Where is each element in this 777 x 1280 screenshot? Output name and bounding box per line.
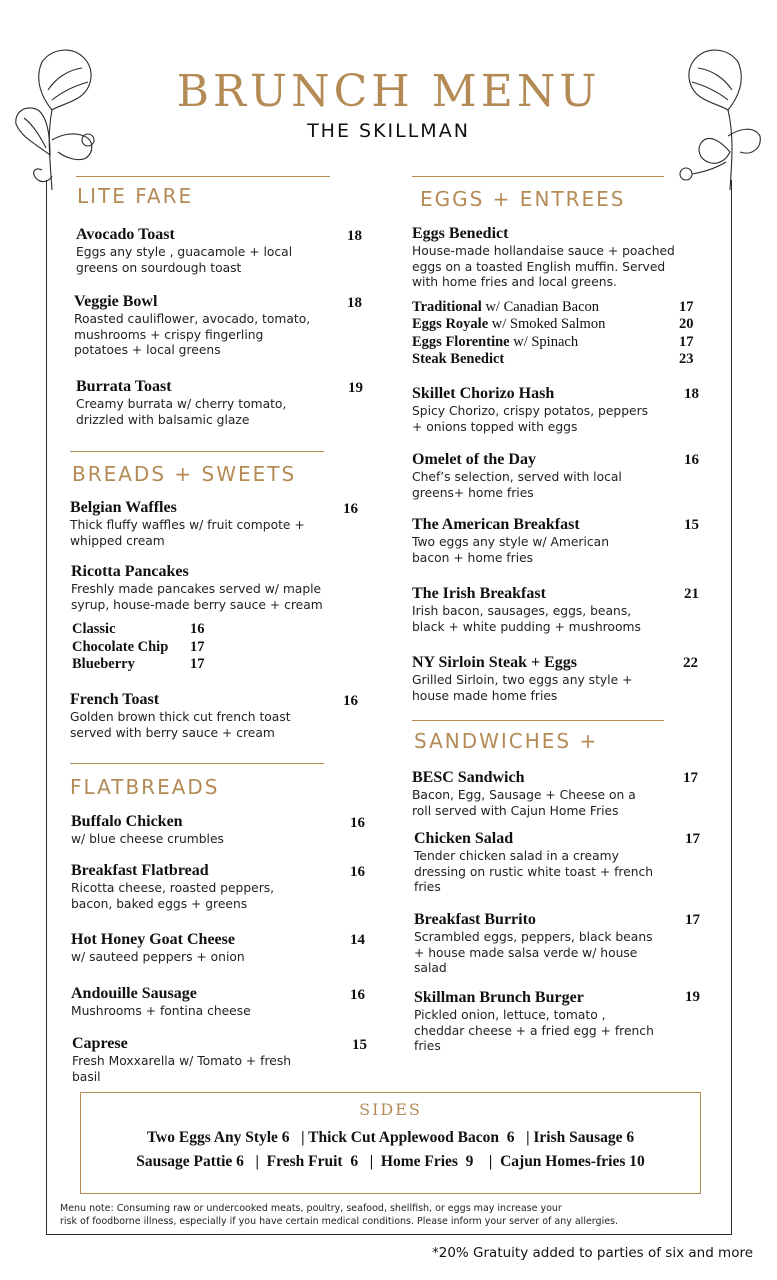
menu-item-breakfast-burrito xyxy=(414,911,684,977)
item-name: Avocado Toast xyxy=(76,226,175,243)
item-description: Chef’s selection, served with local greens+ home fries xyxy=(412,470,622,500)
menu-title: BRUNCH MENU xyxy=(176,66,601,117)
gratuity-note: *20% Gratuity added to parties of six and more xyxy=(432,1245,754,1261)
pancake-option: Blueberry xyxy=(72,656,135,672)
menu-item-burrata-toast xyxy=(76,378,346,428)
pancake-option-price: 17 xyxy=(190,639,205,655)
pancake-option: Chocolate Chip xyxy=(72,639,169,655)
item-description: Thick fluffy waffles w/ fruit compote + whipped cream xyxy=(70,518,305,548)
item-description: Bacon, Egg, Sausage + Cheese on a roll served with Cajun Home Fries xyxy=(412,788,636,818)
menu-item-skillet-chorizo-hash xyxy=(412,385,682,435)
item-name: Belgian Waffles xyxy=(70,499,177,516)
item-name: Skillet Chorizo Hash xyxy=(412,385,555,402)
section-divider xyxy=(70,451,324,452)
item-description: House-made hollandaise sauce + poached eggs on a toasted English muffin. Served with home fries and local greens. xyxy=(412,244,675,289)
section-title-breads-sweets: BREADS + SWEETS xyxy=(72,462,297,486)
menu-item-french-toast xyxy=(70,691,340,741)
menu-item-breakfast-flatbread xyxy=(71,862,341,912)
benedict-option-price: 17 xyxy=(679,334,694,350)
menu-item-andouille-sausage xyxy=(71,985,341,1020)
section-divider xyxy=(70,763,324,764)
item-description: Roasted cauliflower, avocado, tomato, mushrooms + crispy fingerling potatoes + local greens xyxy=(74,312,311,357)
menu-item-american-breakfast xyxy=(412,516,682,566)
item-name: Veggie Bowl xyxy=(74,293,158,310)
benedict-option-price: 23 xyxy=(679,351,694,367)
item-name: Caprese xyxy=(72,1035,128,1052)
section-title-lite-fare: LITE FARE xyxy=(77,184,194,208)
item-price: 22 xyxy=(683,655,698,671)
section-divider xyxy=(76,176,330,177)
restaurant-name: THE SKILLMAN xyxy=(307,120,470,142)
pancake-option-price: 17 xyxy=(190,656,205,672)
item-name: Skillman Brunch Burger xyxy=(414,989,584,1006)
item-name: Omelet of the Day xyxy=(412,451,536,468)
menu-item-belgian-waffles xyxy=(70,499,340,549)
item-price: 16 xyxy=(350,987,365,1003)
sides-box xyxy=(80,1092,701,1194)
item-description: Creamy burrata w/ cherry tomato, drizzled with balsamic glaze xyxy=(76,397,287,427)
menu-item-eggs-benedict xyxy=(412,225,702,291)
menu-item-irish-breakfast xyxy=(412,585,682,635)
item-name: NY Sirloin Steak + Eggs xyxy=(412,654,577,671)
item-name: Breakfast Flatbread xyxy=(71,862,209,879)
item-description: Fresh Moxxarella w/ Tomato + fresh basil xyxy=(72,1054,292,1084)
item-description: Irish bacon, sausages, eggs, beans, black + white pudding + mushrooms xyxy=(412,604,641,634)
menu-item-buffalo-chicken xyxy=(71,813,341,848)
item-price: 19 xyxy=(685,989,700,1005)
item-description: Freshly made pancakes served w/ maple syrup, house-made berry sauce + cream xyxy=(71,582,323,612)
item-name: BESC Sandwich xyxy=(412,769,525,786)
item-description: Scrambled eggs, peppers, black beans + house made salsa verde w/ house salad xyxy=(414,930,653,975)
item-name: Buffalo Chicken xyxy=(71,813,183,830)
item-description: w/ sauteed peppers + onion xyxy=(71,950,245,964)
item-price: 16 xyxy=(343,501,358,517)
item-name: The American Breakfast xyxy=(412,516,580,533)
section-title-sandwiches: SANDWICHES + xyxy=(414,729,599,753)
item-price: 21 xyxy=(684,586,699,602)
item-price: 18 xyxy=(347,228,362,244)
sides-row-1: Two Eggs Any Style 6 | Thick Cut Applewood Bacon 6 | Irish Sausage 6 xyxy=(146,1129,635,1146)
item-name: Breakfast Burrito xyxy=(414,911,536,928)
item-description: Tender chicken salad in a creamy dressing on rustic white toast + french fries xyxy=(414,849,654,894)
item-price: 17 xyxy=(683,770,698,786)
item-name: Chicken Salad xyxy=(414,830,514,847)
item-description: Eggs any style , guacamole + local greens on sourdough toast xyxy=(76,245,293,275)
menu-item-caprese xyxy=(72,1035,347,1085)
benedict-option: Steak Benedict xyxy=(412,351,505,367)
item-price: 16 xyxy=(350,864,365,880)
sides-row-2: Sausage Pattie 6 | Fresh Fruit 6 | Home Fries 9 | Cajun Homes-fries 10 xyxy=(136,1153,645,1170)
item-price: 19 xyxy=(348,380,363,396)
menu-note: Menu note: Consuming raw or undercooked meats, poultry, seafood, shellfish, or eggs may increase your risk of foodborne illness, especially if you have certain medical conditions. Please inform your server of any allergies. xyxy=(60,1203,619,1227)
item-name: Ricotta Pancakes xyxy=(71,563,189,580)
item-price: 17 xyxy=(685,912,700,928)
item-name: French Toast xyxy=(70,691,160,708)
item-description: Mushrooms + fontina cheese xyxy=(71,1004,251,1018)
menu-item-hot-honey-goat-cheese xyxy=(71,931,346,966)
item-price: 15 xyxy=(352,1037,367,1053)
item-name: Andouille Sausage xyxy=(71,985,197,1002)
menu-item-ny-sirloin-steak-eggs xyxy=(412,654,682,704)
item-description: Pickled onion, lettuce, tomato , cheddar cheese + a fried egg + french fries xyxy=(414,1008,654,1053)
menu-item-besc-sandwich xyxy=(412,769,682,819)
item-price: 16 xyxy=(350,815,365,831)
item-price: 18 xyxy=(684,386,699,402)
item-description: Ricotta cheese, roasted peppers, bacon, baked eggs + greens xyxy=(71,881,275,911)
benedict-option: Traditional w/ Canadian Bacon xyxy=(412,299,600,315)
benedict-option-price: 20 xyxy=(679,316,694,332)
item-price: 16 xyxy=(684,452,699,468)
menu-item-veggie-bowl xyxy=(74,293,349,359)
pancake-option-price: 16 xyxy=(190,621,205,637)
item-price: 15 xyxy=(684,517,699,533)
menu-item-skillman-brunch-burger xyxy=(414,989,684,1055)
menu-item-avocado-toast xyxy=(76,226,346,276)
item-name: The Irish Breakfast xyxy=(412,585,546,602)
item-price: 14 xyxy=(350,932,365,948)
item-price: 18 xyxy=(347,295,362,311)
sides-title: SIDES xyxy=(359,1100,422,1119)
item-description: w/ blue cheese crumbles xyxy=(71,832,224,846)
item-description: Grilled Sirloin, two eggs any style + house made home fries xyxy=(412,673,633,703)
benedict-option-price: 17 xyxy=(679,299,694,315)
item-price: 17 xyxy=(685,831,700,847)
pancake-option: Classic xyxy=(72,621,116,637)
section-title-eggs-entrees: EGGS + ENTREES xyxy=(420,187,626,211)
item-name: Burrata Toast xyxy=(76,378,172,395)
item-description: Golden brown thick cut french toast served with berry sauce + cream xyxy=(70,710,291,740)
item-name: Hot Honey Goat Cheese xyxy=(71,931,235,948)
item-name: Eggs Benedict xyxy=(412,225,509,242)
item-description: Two eggs any style w/ American bacon + home fries xyxy=(412,535,609,565)
section-title-flatbreads: FLATBREADS xyxy=(70,775,220,799)
menu-item-omelet-of-the-day xyxy=(412,451,682,501)
menu-item-ricotta-pancakes xyxy=(71,563,346,613)
menu-item-chicken-salad xyxy=(414,830,684,896)
section-divider xyxy=(412,720,664,721)
section-divider xyxy=(412,176,664,177)
benedict-option: Eggs Florentine w/ Spinach xyxy=(412,334,579,350)
item-description: Spicy Chorizo, crispy potatos, peppers + onions topped with eggs xyxy=(412,404,649,434)
benedict-option: Eggs Royale w/ Smoked Salmon xyxy=(412,316,606,332)
item-price: 16 xyxy=(343,693,358,709)
